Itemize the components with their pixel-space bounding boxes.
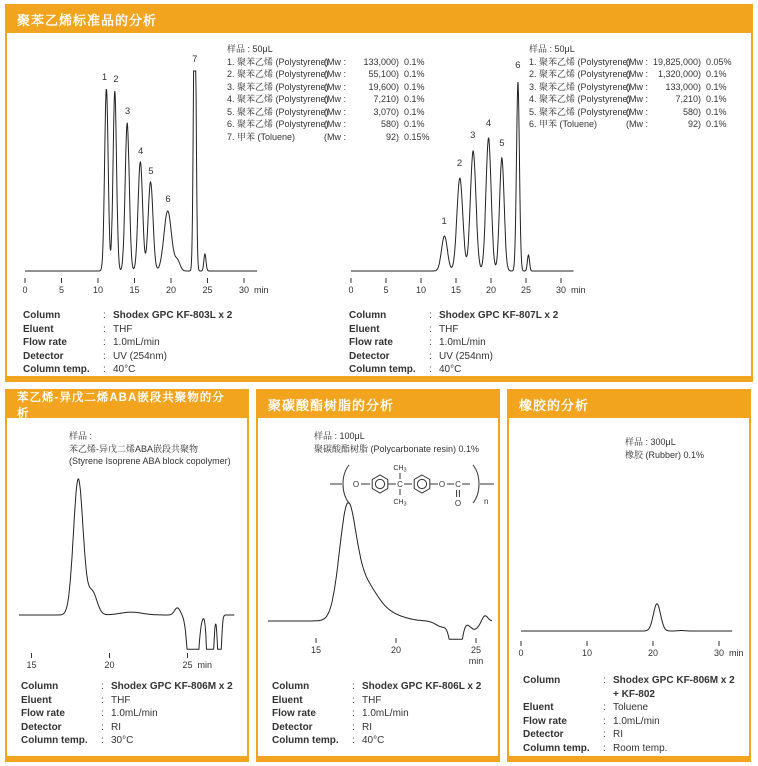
peak-number-label: 6: [165, 194, 171, 205]
x-axis-tick-label: 25: [202, 285, 213, 295]
conditions-rubber: [523, 674, 735, 755]
x-axis-unit-label: min: [729, 648, 744, 658]
panel-header: [7, 391, 247, 418]
sample-line: 苯乙烯-异戊二烯ABA嵌段共聚物: [69, 443, 199, 454]
condition-row: Column : Shodex GPC KF-807L x 2: [349, 310, 559, 321]
x-axis-unit-label: min: [571, 285, 586, 295]
sample-line: 6. 甲苯 (Toluene) (Mw : 92 ) 0.1%: [529, 119, 727, 129]
x-axis-unit-label: min: [254, 285, 269, 295]
x-axis-tick-label: 0: [348, 285, 354, 295]
peak-number-label: 1: [101, 72, 108, 83]
panel-rubber: [507, 389, 751, 762]
x-axis-tick-label: 10: [581, 648, 593, 658]
sample-line: 橡胶 (Rubber) 0.1%: [625, 449, 705, 460]
condition-row: Flow rate : 1.0mL/min: [23, 337, 160, 348]
chromatogram-pc: [260, 502, 500, 670]
sample-title: 样品 : 50μL: [227, 44, 273, 54]
condition-row: Flow rate : 1.0mL/min: [272, 708, 409, 719]
panel-content: [7, 33, 751, 376]
chromatogram-trace: [521, 604, 732, 631]
sample-line: 2. 聚苯乙烯 (Polystyrene) (Mw : 55,100 ) 0.1%: [227, 69, 425, 79]
x-axis-tick-label: 0: [518, 648, 524, 658]
peak-number-label: 3: [124, 106, 131, 117]
panel-header: [509, 391, 749, 418]
chromatogram-trace: [19, 479, 234, 649]
x-axis-tick-label: 10: [92, 285, 104, 295]
x-axis-tick-label: 30: [555, 285, 567, 295]
condition-row: Eluent : THF: [349, 323, 459, 335]
sample-info-aba: [69, 430, 231, 468]
condition-row: Column : Shodex GPC KF-803L x 2: [23, 310, 233, 321]
sample-line: 3. 聚苯乙烯 (Polystyrene) (Mw : 19,600 ) 0.1%: [227, 81, 425, 92]
panel-content: [509, 418, 749, 752]
panel-polycarbonate: [256, 389, 500, 762]
condition-row: Detector : RI: [523, 729, 623, 740]
panel-title: 聚碳酸酯树脂的分析: [268, 398, 395, 413]
condition-row: Column : Shodex GPC KF-806M x 2: [21, 681, 233, 692]
panel-title: 橡胶的分析: [519, 398, 590, 413]
condition-row: Column temp. : 40°C: [272, 735, 385, 746]
sample-info-pc: [314, 430, 479, 455]
right-bracket: [473, 465, 479, 503]
x-axis-tick-label: 15: [450, 285, 462, 295]
x-axis-tick-label: 20: [647, 648, 659, 658]
x-axis-tick-label: 0: [22, 285, 28, 295]
sample-title: 样品 : 300μL: [625, 437, 676, 447]
sample-line: 6. 聚苯乙烯 (Polystyrene) (Mw : 580 ) 0.1%: [227, 119, 425, 129]
atom-c: C: [397, 480, 403, 489]
x-axis-tick-label: 25: [182, 660, 193, 670]
x-axis-tick-label: 20: [485, 285, 497, 295]
condition-row-continuation: + KF-802: [613, 688, 655, 700]
condition-row: Eluent : THF: [272, 694, 382, 706]
x-axis-tick-label: 10: [415, 285, 427, 295]
peak-number-label: 4: [138, 146, 144, 157]
conditions-kf803l: [23, 309, 232, 377]
condition-row: Detector : UV (254nm): [349, 350, 493, 362]
x-axis-tick-label: 20: [390, 645, 402, 655]
x-axis-tick-label: 25: [470, 645, 482, 655]
condition-row: Eluent : THF: [21, 694, 131, 706]
sample-line: 5. 聚苯乙烯 (Polystyrene) (Mw : 580 ) 0.1%: [529, 106, 727, 117]
bottom-row: [5, 389, 753, 762]
panel-content: [258, 418, 498, 752]
x-axis-unit-label: min: [468, 656, 484, 666]
x-axis-tick-label: 15: [26, 660, 37, 670]
peak-number-label: 4: [485, 118, 492, 129]
condition-row: Column temp. : Room temp.: [523, 742, 668, 754]
x-axis-tick-label: 30: [713, 648, 725, 658]
benzene-ring: [372, 475, 388, 493]
panel-title: 苯乙烯-异戊二烯ABA嵌段共聚物的分析: [17, 391, 225, 420]
x-axis-tick-label: 25: [520, 285, 532, 295]
panel-content: [7, 418, 247, 752]
x-axis-tick-label: 20: [165, 285, 177, 295]
x-axis-tick-label: 30: [238, 285, 250, 295]
methyl-top: $CH_3$: [393, 465, 407, 474]
left-bracket: [343, 465, 349, 503]
peak-number-label: 2: [113, 74, 119, 85]
sample-info-kf807l: [529, 43, 747, 131]
x-axis-unit-label: min: [197, 660, 212, 670]
panel-header: [258, 391, 498, 418]
peak-number-label: 6: [515, 60, 521, 71]
atom-o: O: [352, 480, 360, 489]
sample-line: (Styrene Isoprene ABA block copolymer): [69, 456, 231, 466]
condition-row: Column : Shodex GPC KF-806M x 2: [523, 675, 735, 686]
sample-info-rubber: [625, 436, 704, 461]
chromatogram-rubber: [511, 568, 751, 660]
condition-row: Detector : UV (254nm): [23, 350, 167, 362]
condition-row: Detector : RI: [272, 721, 372, 733]
sample-title: 样品 :: [69, 431, 93, 441]
peak-number-label: 7: [192, 54, 198, 65]
x-axis-tick-label: 5: [383, 285, 389, 295]
sample-title: 样品 : 100μL: [314, 431, 365, 441]
condition-row: Column temp. : 40°C: [349, 364, 462, 375]
sample-line: 1. 聚苯乙烯 (Polystyrene) (Mw : 133,000 ) 0.1%: [227, 56, 425, 67]
condition-row: Column temp. : 40°C: [23, 364, 136, 375]
x-axis-tick-label: 5: [58, 285, 65, 295]
chromatogram-aba: [9, 470, 249, 680]
panel-polystyrene-standards: [5, 4, 753, 382]
peak-number-label: 5: [499, 138, 505, 149]
sample-line: 聚碳酸酯树脂 (Polycarbonate resin) 0.1%: [314, 443, 480, 454]
condition-row: Eluent : THF: [23, 323, 133, 335]
benzene-ring: [414, 475, 430, 493]
panel-header: [7, 6, 751, 33]
sample-title: 样品 : 50μL: [529, 44, 575, 54]
condition-row: Flow rate : 1.0mL/min: [523, 715, 660, 727]
peak-number-label: 2: [456, 158, 463, 169]
condition-row: Column : Shodex GPC KF-806L x 2: [272, 681, 482, 692]
x-axis-tick-label: 15: [129, 285, 140, 295]
peak-number-label: 5: [148, 166, 154, 177]
x-axis-tick-label: 15: [310, 645, 322, 655]
atom-o: O: [438, 480, 446, 489]
x-axis-tick-label: 20: [104, 660, 115, 670]
condition-row: Flow rate : 1.0mL/min: [349, 337, 486, 348]
sample-line: 2. 聚苯乙烯 (Polystyrene) (Mw : 1,320,000 ) 0.1%: [529, 69, 727, 79]
sample-line: 7. 甲苯 (Toluene) (Mw : 92 ) 0.15%: [227, 131, 430, 142]
atom-o: O: [454, 499, 462, 508]
subscript-n: n: [484, 497, 489, 506]
panel-title: 聚苯乙烯标准品的分析: [17, 13, 158, 28]
sample-line: 1. 聚苯乙烯 (Polystyrene) (Mw : 19,825,000 ) 0.05%: [529, 56, 732, 67]
sample-line: 3. 聚苯乙烯 (Polystyrene) (Mw : 133,000 ) 0.1%: [529, 81, 727, 92]
peak-number-label: 3: [470, 130, 476, 141]
chromatogram-trace: [25, 71, 257, 271]
condition-row: Flow rate : 1.0mL/min: [21, 708, 158, 719]
condition-row: Column temp. : 30°C: [21, 735, 134, 746]
peak-number-label: 1: [441, 216, 447, 227]
conditions-pc: [272, 680, 481, 748]
panel-aba-copolymer: [5, 389, 249, 762]
condition-row: Detector : RI: [21, 721, 121, 733]
sample-line: 5. 聚苯乙烯 (Polystyrene) (Mw : 3,070 ) 0.1%: [227, 106, 425, 117]
chromatogram-trace: [268, 503, 492, 639]
sample-line: 4. 聚苯乙烯 (Polystyrene) (Mw : 7,210 ) 0.1%: [227, 94, 425, 104]
atom-c: C: [455, 480, 461, 489]
conditions-kf807l: [349, 309, 558, 377]
conditions-aba: [21, 680, 233, 748]
condition-row: Eluent : Toluene: [523, 702, 649, 713]
sample-line: 4. 聚苯乙烯 (Polystyrene) (Mw : 7,210 ) 0.1%: [529, 94, 727, 104]
methyl-bottom: $CH_3$: [393, 499, 407, 508]
